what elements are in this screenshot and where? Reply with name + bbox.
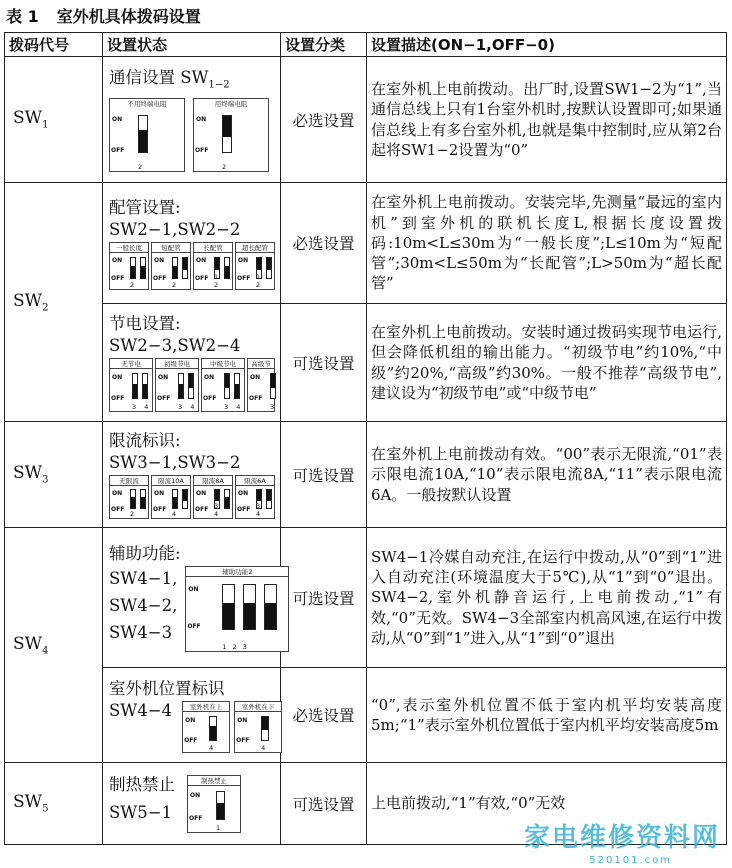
category-cell: 必选设置 bbox=[281, 57, 367, 183]
code-cell: $SW_2$ bbox=[5, 183, 103, 422]
state-title: 配管设置: bbox=[109, 197, 181, 217]
state-switch: SW2−1,SW2−2 bbox=[109, 219, 241, 239]
dip-slider bbox=[209, 716, 217, 741]
header-row bbox=[5, 33, 727, 57]
dip-switch-figure bbox=[151, 242, 191, 290]
state-title: 辅助功能: bbox=[109, 544, 181, 563]
header-category: 设置分类 bbox=[281, 33, 367, 57]
description-cell: 在室外机上电前拨动有效。“00”表示无限流,“01”表示限电流10A,“10”表示限电流8A,“11”表示限电流6A。一般按默认设置 bbox=[367, 422, 727, 528]
on-label: ON bbox=[185, 716, 196, 724]
state-title: 通信设置 bbox=[109, 68, 175, 88]
dip-switch-number: 3 4 bbox=[224, 403, 244, 411]
dip-switch-number: 3 4 bbox=[178, 403, 198, 411]
on-label: ON bbox=[112, 115, 123, 123]
header-state: 设置状态 bbox=[103, 33, 281, 57]
dip-switch-figure bbox=[185, 566, 289, 652]
dip-switch-group bbox=[109, 475, 276, 519]
dip-switch-figure bbox=[151, 475, 191, 519]
off-label: OFF bbox=[157, 395, 171, 402]
dip-slider bbox=[132, 373, 138, 399]
off-label: OFF bbox=[237, 274, 251, 282]
code-cell: $SW_4$ bbox=[5, 528, 103, 763]
dip-switch-label: 超长配管 bbox=[236, 243, 274, 253]
dip-slider bbox=[138, 115, 148, 153]
dip-switch-label: 制热禁止 bbox=[188, 776, 240, 786]
state-title: 制热禁止 bbox=[109, 775, 175, 794]
on-label: ON bbox=[188, 586, 199, 593]
category-cell: 必选设置 bbox=[281, 183, 367, 304]
off-label: OFF bbox=[236, 736, 250, 744]
off-label: OFF bbox=[153, 274, 167, 282]
on-label: ON bbox=[238, 256, 249, 264]
description-cell: 在室外机上电前拨动。安装完毕,先测量“最远的室内机”到室外机的联机长度L,根据长度设置拨码:10m<L≤30m为“一般长度”;L≤10m为“短配管”;30m<L≤50m为“长配管”;L>50m为“超长配管” bbox=[367, 183, 727, 304]
state-switch: SW4−4 bbox=[109, 700, 173, 720]
dip-switch-number: 3 4 bbox=[256, 502, 264, 518]
dip-switch-group bbox=[182, 701, 282, 753]
dip-switch-figure bbox=[201, 358, 245, 412]
dip-switch-label: 长配管 bbox=[194, 243, 232, 253]
off-label: OFF bbox=[111, 395, 125, 402]
description-cell: 在室外机上电前拨动。安装时通过拨码实现节电运行,但会降低机组的输出能力。“初级节电”约10%,“中级”约20%,“高级”约30%。一般不推荐“高级节电”,建议设为“初级节电”或“中级节电” bbox=[367, 304, 727, 422]
category-cell: 可选设置 bbox=[281, 528, 367, 668]
header-description: 设置描述(ON−1,OFF−0) bbox=[367, 33, 727, 57]
off-label: OFF bbox=[195, 274, 209, 282]
code-cell: $SW_5$ bbox=[5, 763, 103, 845]
state-switch: SW2−3,SW2−4 bbox=[109, 336, 241, 355]
off-label: OFF bbox=[153, 506, 167, 513]
dip-switch-label: 无节电 bbox=[110, 359, 152, 369]
dip-switch-group bbox=[187, 775, 241, 833]
dip-switch-label: 短配管 bbox=[152, 243, 190, 253]
table-caption bbox=[6, 4, 201, 30]
dip-switch-label: 室外机在上 bbox=[183, 702, 229, 712]
dip-switch-number: 3 bbox=[270, 403, 278, 411]
dip-switch-figure bbox=[247, 358, 278, 412]
on-label: ON bbox=[154, 256, 165, 264]
state-title: 限流标识: bbox=[109, 431, 181, 450]
state-switch: SW4−3 bbox=[109, 623, 173, 642]
dip-switch-label: 一般长度 bbox=[110, 243, 148, 253]
dip-switch-figure bbox=[193, 98, 269, 172]
dip-switch-number: 1 2 bbox=[172, 272, 180, 289]
dip-switch-label: 中级节电 bbox=[202, 359, 244, 369]
category-cell: 必选设置 bbox=[281, 668, 367, 763]
category-cell: 可选设置 bbox=[281, 763, 367, 845]
table-row bbox=[5, 304, 727, 422]
off-label: OFF bbox=[111, 146, 125, 154]
on-label: ON bbox=[237, 716, 248, 724]
dip-switch-label: 室外机在下 bbox=[235, 702, 281, 712]
dip-switch-number: 1 2 3 bbox=[222, 643, 249, 651]
dip-switch-figure bbox=[182, 701, 230, 753]
dip-slider bbox=[222, 584, 235, 630]
dip-switch-number: 2 bbox=[222, 162, 229, 171]
dip-switch-number: 1 2 bbox=[214, 272, 222, 289]
on-label: ON bbox=[154, 490, 165, 497]
state-switch: SW3−1,SW3−2 bbox=[109, 453, 241, 472]
dip-switch-label: 限流6A bbox=[236, 476, 274, 486]
on-label: ON bbox=[196, 115, 207, 123]
code-cell: $SW_1$ bbox=[5, 57, 103, 183]
description-cell: 上电前拨动,“1”有效,“0”无效 bbox=[367, 763, 727, 845]
description-cell: 在室外机上电前拨动。出厂时,设置SW1−2为“1”,当通信总线上只有1台室外机时,按默认设置即可;如果通信总线上有多台室外机,也就是集中控制时,应从第2台起将SW1−2设置为“0” bbox=[367, 57, 727, 183]
dip-switch-number: 2 bbox=[138, 162, 145, 171]
category-cell: 可选设置 bbox=[281, 304, 367, 422]
on-label: ON bbox=[196, 490, 207, 497]
dip-slider bbox=[222, 115, 232, 153]
dip-switch-number: 1 2 bbox=[130, 272, 138, 289]
off-label: OFF bbox=[237, 506, 251, 513]
on-label: ON bbox=[190, 792, 201, 799]
dip-switch-group bbox=[185, 566, 289, 652]
state-cell bbox=[103, 183, 281, 304]
off-label: OFF bbox=[111, 506, 125, 513]
table-row bbox=[5, 57, 727, 183]
dip-switch-group bbox=[109, 242, 276, 290]
dip-switch-figure bbox=[187, 775, 241, 833]
dip-slider bbox=[178, 373, 184, 399]
dip-switch-number: 1 2 bbox=[130, 502, 138, 518]
dip-switch-number: 1 bbox=[216, 824, 223, 832]
on-label: ON bbox=[112, 490, 123, 497]
dip-switch-label: 高级节 bbox=[248, 359, 274, 369]
dip-slider bbox=[264, 584, 277, 630]
watermark-brand: 家电维修资料网 bbox=[523, 823, 720, 853]
dip-switch-label: 辅助功能2 bbox=[186, 567, 288, 577]
on-label: ON bbox=[112, 374, 123, 381]
dip-switch-label: 用终端电阻 bbox=[214, 99, 248, 108]
on-label: ON bbox=[196, 256, 207, 264]
caption-title: 室外机具体拨码设置 bbox=[56, 7, 201, 26]
dip-switch-number: 3 4 bbox=[214, 502, 222, 518]
state-cell bbox=[103, 668, 281, 763]
state-switch: SW4−2, bbox=[109, 596, 178, 615]
dip-slider bbox=[261, 716, 269, 741]
state-cell bbox=[103, 528, 281, 668]
off-label: OFF bbox=[249, 395, 263, 402]
table-row bbox=[5, 528, 727, 668]
off-label: OFF bbox=[195, 506, 209, 513]
on-label: ON bbox=[250, 374, 261, 381]
description-cell: “0”,表示室外机位置不低于室内机平均安装高度5m;“1”表示室外机位置低于室内机平均安装高度5m bbox=[367, 668, 727, 763]
dip-switch-figure bbox=[109, 358, 153, 412]
off-label: OFF bbox=[111, 274, 125, 282]
dip-switch-label: 限流8A bbox=[194, 476, 232, 486]
description-cell: SW4−1冷媒自动充注,在运行中拨动,从“0”到“1”进入自动充注(环境温度大于5℃),从“1”到“0”退出。SW4−2,室外机静音运行,上电前拨动,“1”有效,“0”无效。SW4−3全部室内机高风速,在运行中拨动,从“0”到“1”进入,从“1”到“0”退出 bbox=[367, 528, 727, 668]
dip-slider bbox=[224, 373, 230, 399]
state-switch: SW5−1 bbox=[109, 803, 173, 822]
dip-switch-number: 3 4 bbox=[132, 403, 152, 411]
state-cell bbox=[103, 304, 281, 422]
on-label: ON bbox=[158, 374, 169, 381]
dip-switch-figure bbox=[235, 242, 275, 290]
state-cell bbox=[103, 422, 281, 528]
off-label: OFF bbox=[187, 623, 201, 630]
dip-switch-figure bbox=[234, 701, 282, 753]
off-label: OFF bbox=[195, 146, 209, 154]
dip-switch-group bbox=[109, 98, 276, 172]
dip-settings-table bbox=[4, 32, 727, 845]
table-row bbox=[5, 183, 727, 304]
dip-switch-figure bbox=[109, 475, 149, 519]
dip-slider bbox=[234, 373, 240, 399]
dip-switch-group bbox=[109, 358, 276, 412]
dip-slider bbox=[243, 584, 256, 630]
header-code: 拨码代号 bbox=[5, 33, 103, 57]
on-label: ON bbox=[238, 490, 249, 497]
state-cell bbox=[103, 763, 281, 845]
state-switch: SW4−1, bbox=[109, 569, 178, 588]
table-row bbox=[5, 668, 727, 763]
off-label: OFF bbox=[189, 815, 203, 822]
table-row bbox=[5, 422, 727, 528]
off-label: OFF bbox=[203, 395, 217, 402]
code-cell: $SW_3$ bbox=[5, 422, 103, 528]
dip-switch-figure bbox=[193, 475, 233, 519]
dip-switch-number: 1 2 bbox=[256, 272, 264, 289]
dip-switch-figure bbox=[193, 242, 233, 290]
dip-switch-label: 无限流 bbox=[110, 476, 148, 486]
dip-switch-figure bbox=[155, 358, 199, 412]
dip-switch-label: 初级节电 bbox=[156, 359, 198, 369]
dip-switch-label: 限流10A bbox=[152, 476, 190, 486]
dip-switch-figure bbox=[109, 98, 185, 172]
dip-slider bbox=[142, 373, 148, 399]
dip-slider bbox=[188, 373, 194, 399]
dip-switch-label: 不用终端电阻 bbox=[127, 99, 167, 108]
state-cell: 通信设置 $SW_{1-2}$ 不用终端电阻 ON OFF 2 用终端电阻 ON OFF 2 bbox=[103, 57, 281, 183]
dip-switch-figure bbox=[235, 475, 275, 519]
dip-slider bbox=[216, 791, 225, 820]
state-title: 室外机位置标识 bbox=[109, 678, 225, 698]
dip-switch-number: 4 bbox=[261, 743, 268, 752]
on-label: ON bbox=[112, 256, 123, 264]
off-label: OFF bbox=[184, 736, 198, 744]
caption-number: 表 1 bbox=[6, 7, 39, 26]
dip-switch-number: 4 bbox=[209, 743, 216, 752]
dip-switch-number: 3 4 bbox=[172, 502, 180, 518]
watermark-url: 520101.com bbox=[589, 855, 672, 866]
dip-switch-figure bbox=[109, 242, 149, 290]
on-label: ON bbox=[204, 374, 215, 381]
dip-slider bbox=[270, 373, 276, 399]
state-title: 节电设置: bbox=[109, 314, 181, 333]
category-cell: 可选设置 bbox=[281, 422, 367, 528]
